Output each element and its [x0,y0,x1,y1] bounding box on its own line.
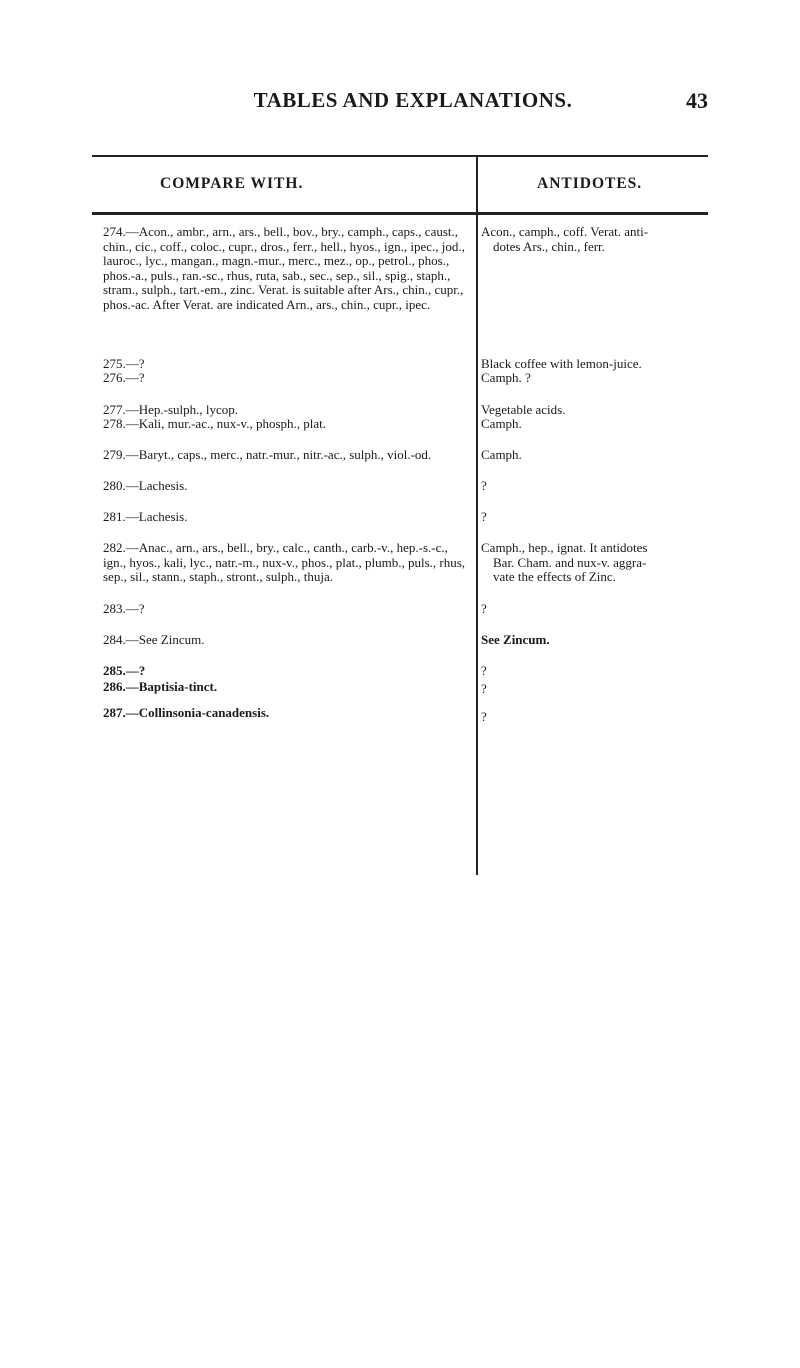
compare-entry-281: 281.—Lachesis. [103,509,188,524]
antidote-line: Camph., hep., ignat. It antidotes [481,540,648,555]
page-number: 43 [686,88,708,113]
compare-entry-274: 274.—Acon., ambr., arn., ars., bell., bov., bry., camph., caps., caust., chin., cic., coff., coloc., cupr., dros., ferr., hell., hyos., ign., ipec., jod., lauroc., lyc., mangan., magn.-mur., merc., mez., op., petrol., phos., phos.-a., puls., ran.-sc., rhus, ruta, sab., sec., sep., sil., spig., staph., stram., sulph., tart.-em., zinc. Verat. is suitable after Ars., chin., cupr., phos.-ac. After Verat. are indicated Arn., ars., chin., cupr., ipec. [103,224,465,312]
antidote-entry-278: Camph. [481,416,522,431]
antidote-line: Bar. Cham. and nux-v. aggra- [493,554,647,570]
antidote-entry-287: ? [481,709,487,724]
compare-entry-280: 280.—Lachesis. [103,478,188,493]
compare-entry-277: 277.—Hep.-sulph., lycop. [103,402,239,417]
compare-entry-275: 275.—? [103,356,145,371]
antidote-entry-282 [481,541,705,585]
antidote-entry-277: Vegetable acids. [481,402,566,417]
antidote-entry-274 [481,225,705,254]
antidote-entry-284: See Zincum. [481,632,550,647]
antidote-entry-276: Camph. ? [481,370,531,385]
antidote-entry-279: Camph. [481,447,522,462]
compare-entry-276: 276.—? [103,370,145,385]
column-heading-compare: COMPARE WITH. [160,175,304,192]
table-top-rule [92,155,708,157]
compare-entry-287: 287.—Collinsonia-canadensis. [103,705,270,720]
heading-rule-right [478,212,708,215]
compare-entry-278: 278.—Kali, mur.-ac., nux-v., phosph., plat. [103,416,327,431]
antidote-entry-286: ? [481,681,487,696]
compare-entry-286: 286.—Baptisia-tinct. [103,679,218,694]
antidote-line: Acon., camph., coff. Verat. anti- [481,224,649,239]
compare-entry-283: 283.—? [103,601,145,616]
compare-entry-282: 282.—Anac., arn., ars., bell., bry., calc., canth., carb.-v., hep.-s.-c., ign., hyos., kali, lyc., natr.-m., nux-v., phos., plat., plumb., puls., rhus, sep., sil., stann., staph., stront., sulph., thuja. [103,540,466,585]
antidote-line: vate the effects of Zinc. [493,569,616,585]
compare-entry-284: 284.—See Zincum. [103,632,205,647]
compare-entry-279: 279.—Baryt., caps., merc., natr.-mur., nitr.-ac., sulph., viol.-od. [103,447,432,462]
column-heading-antidotes: ANTIDOTES. [537,175,643,192]
antidote-entry-285: ? [481,663,487,678]
page-title: TABLES AND EXPLANATIONS. [253,88,573,112]
heading-rule-left [92,212,476,215]
column-divider [476,157,478,875]
compare-entry-285: 285.—? [103,663,146,678]
antidote-entry-280: ? [481,478,487,493]
antidote-line: dotes Ars., chin., ferr. [493,238,605,254]
running-head [118,88,708,118]
antidote-entry-281: ? [481,509,487,524]
antidote-entry-283: ? [481,601,487,616]
antidote-entry-275: Black coffee with lemon-juice. [481,356,642,371]
